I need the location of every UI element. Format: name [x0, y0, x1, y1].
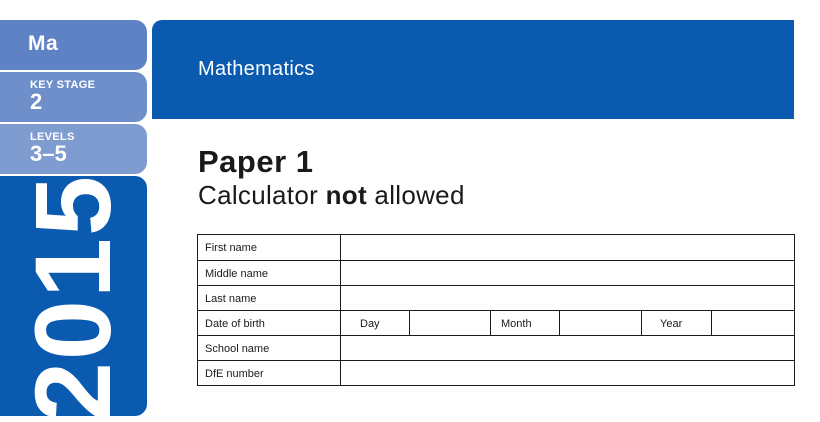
- levels-value: 3–5: [30, 141, 67, 166]
- dfe-number-label: DfE number: [198, 361, 341, 385]
- last-name-field[interactable]: [342, 286, 794, 310]
- first-name-field[interactable]: [342, 235, 794, 260]
- form-row-middle-name: [198, 260, 794, 285]
- first-name-label: First name: [198, 235, 341, 260]
- key-stage-value: 2: [30, 89, 43, 114]
- subtitle-emphasis: not: [325, 180, 367, 210]
- dfe-number-field[interactable]: [342, 361, 794, 385]
- form-row-last-name: [198, 285, 794, 310]
- school-name-field[interactable]: [342, 336, 794, 360]
- subtitle-prefix: Calculator: [198, 180, 326, 210]
- key-stage-label: KEY STAGE: [30, 79, 96, 91]
- paper-title: Paper 1: [198, 144, 314, 179]
- subject-tab: [0, 20, 147, 70]
- subtitle-suffix: allowed: [366, 180, 465, 210]
- middle-name-label: Middle name: [198, 261, 341, 285]
- form-row-first-name: [198, 235, 794, 260]
- last-name-label: Last name: [198, 286, 341, 310]
- middle-name-field[interactable]: [342, 261, 794, 285]
- date-of-birth-label: Date of birth: [198, 311, 341, 335]
- year-field-label: Year: [642, 311, 712, 335]
- form-row-school-name: [198, 335, 794, 360]
- levels-label: LEVELS: [30, 131, 75, 143]
- month-field[interactable]: [560, 311, 642, 335]
- school-name-label: School name: [198, 336, 341, 360]
- form-row-dfe-number: [198, 360, 794, 385]
- day-label: Day: [342, 311, 410, 335]
- year-label: 2015: [12, 173, 133, 422]
- day-field[interactable]: [410, 311, 491, 335]
- subject-code: Ma: [28, 32, 59, 55]
- key-stage-tab: [0, 72, 147, 122]
- pupil-details-form: [197, 234, 795, 386]
- levels-tab: [0, 124, 147, 174]
- month-label: Month: [491, 311, 560, 335]
- subject-banner: [152, 20, 794, 119]
- form-row-date-of-birth: [198, 310, 794, 335]
- paper-subtitle: [198, 180, 465, 211]
- banner-title: Mathematics: [198, 58, 315, 80]
- year-field[interactable]: [712, 311, 794, 335]
